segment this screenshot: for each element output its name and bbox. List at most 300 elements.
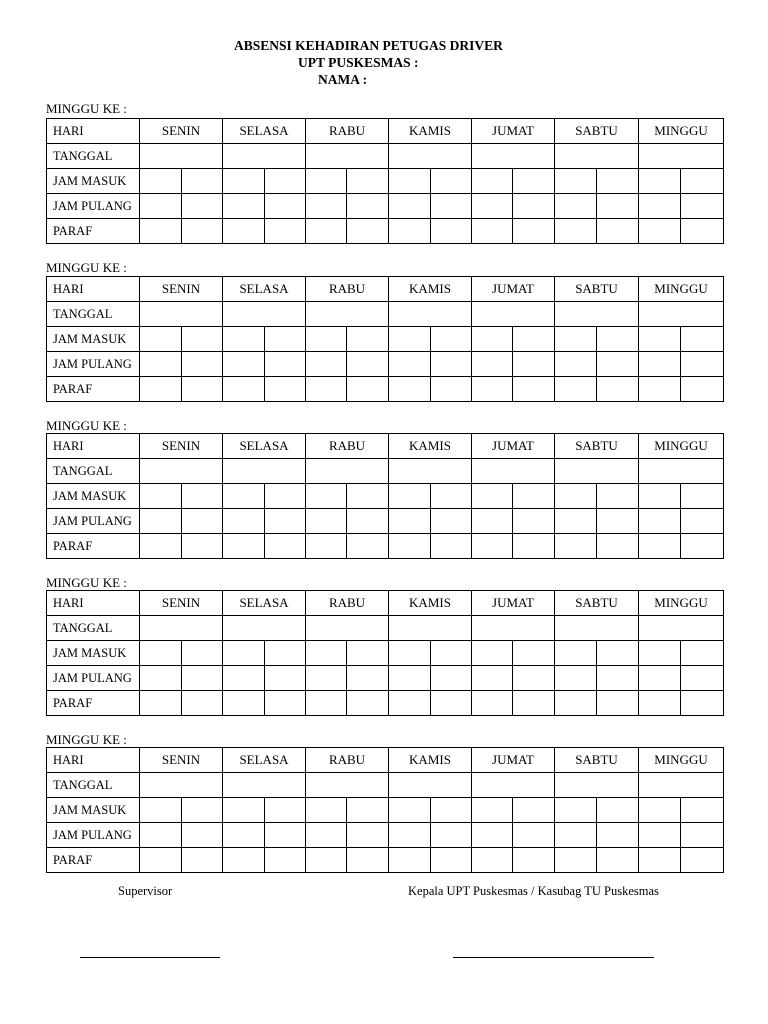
entry-cell[interactable] bbox=[389, 798, 431, 823]
entry-cell[interactable] bbox=[472, 169, 513, 194]
entry-cell[interactable] bbox=[265, 691, 306, 716]
entry-cell[interactable] bbox=[555, 352, 597, 377]
column-header-minggu: MINGGU bbox=[639, 748, 724, 773]
entry-cell[interactable] bbox=[223, 219, 265, 244]
date-cell[interactable] bbox=[306, 144, 389, 169]
entry-cell[interactable] bbox=[639, 327, 681, 352]
date-cell[interactable] bbox=[389, 144, 472, 169]
entry-cell[interactable] bbox=[681, 798, 724, 823]
row-label: TANGGAL bbox=[47, 616, 140, 641]
column-header-rabu: RABU bbox=[306, 434, 389, 459]
entry-cell[interactable] bbox=[513, 666, 555, 691]
entry-cell[interactable] bbox=[513, 798, 555, 823]
entry-cell[interactable] bbox=[513, 327, 555, 352]
row-label: PARAF bbox=[47, 848, 140, 873]
entry-cell[interactable] bbox=[182, 666, 223, 691]
entry-cell[interactable] bbox=[555, 691, 597, 716]
supervisor-label: Supervisor bbox=[118, 884, 173, 898]
entry-cell[interactable] bbox=[389, 534, 431, 559]
entry-cell[interactable] bbox=[431, 484, 472, 509]
entry-cell[interactable] bbox=[389, 848, 431, 873]
column-header-selasa: SELASA bbox=[223, 591, 306, 616]
date-cell[interactable] bbox=[140, 459, 223, 484]
entry-cell[interactable] bbox=[306, 848, 347, 873]
entry-cell[interactable] bbox=[223, 798, 265, 823]
entry-cell[interactable] bbox=[639, 691, 681, 716]
entry-cell[interactable] bbox=[389, 509, 431, 534]
entry-cell[interactable] bbox=[182, 327, 223, 352]
entry-cell[interactable] bbox=[182, 641, 223, 666]
entry-cell[interactable] bbox=[140, 641, 182, 666]
entry-cell[interactable] bbox=[555, 169, 597, 194]
entry-cell[interactable] bbox=[639, 534, 681, 559]
date-cell[interactable] bbox=[555, 616, 639, 641]
entry-cell[interactable] bbox=[389, 327, 431, 352]
column-header-kamis: KAMIS bbox=[389, 277, 472, 302]
entry-cell[interactable] bbox=[306, 534, 347, 559]
date-cell[interactable] bbox=[389, 302, 472, 327]
entry-cell[interactable] bbox=[431, 534, 472, 559]
entry-cell[interactable] bbox=[681, 377, 724, 402]
entry-cell[interactable] bbox=[306, 484, 347, 509]
entry-cell[interactable] bbox=[306, 666, 347, 691]
entry-cell[interactable] bbox=[306, 798, 347, 823]
column-header-selasa: SELASA bbox=[223, 119, 306, 144]
entry-cell[interactable] bbox=[347, 823, 389, 848]
date-cell[interactable] bbox=[140, 773, 223, 798]
column-header-selasa: SELASA bbox=[223, 277, 306, 302]
entry-cell[interactable] bbox=[223, 691, 265, 716]
entry-cell[interactable] bbox=[639, 641, 681, 666]
entry-cell[interactable] bbox=[223, 666, 265, 691]
row-label: JAM MASUK bbox=[47, 484, 140, 509]
entry-cell[interactable] bbox=[555, 641, 597, 666]
entry-cell[interactable] bbox=[472, 848, 513, 873]
entry-cell[interactable] bbox=[223, 509, 265, 534]
entry-cell[interactable] bbox=[347, 169, 389, 194]
column-header-sabtu: SABTU bbox=[555, 434, 639, 459]
date-cell[interactable] bbox=[639, 302, 724, 327]
date-cell[interactable] bbox=[472, 616, 555, 641]
entry-cell[interactable] bbox=[555, 327, 597, 352]
entry-cell[interactable] bbox=[306, 691, 347, 716]
entry-cell[interactable] bbox=[472, 666, 513, 691]
entry-cell[interactable] bbox=[472, 327, 513, 352]
entry-cell[interactable] bbox=[431, 798, 472, 823]
entry-cell[interactable] bbox=[306, 377, 347, 402]
entry-cell[interactable] bbox=[639, 848, 681, 873]
entry-cell[interactable] bbox=[513, 219, 555, 244]
entry-cell[interactable] bbox=[431, 848, 472, 873]
entry-cell[interactable] bbox=[265, 169, 306, 194]
entry-cell[interactable] bbox=[431, 327, 472, 352]
entry-cell[interactable] bbox=[265, 509, 306, 534]
entry-cell[interactable] bbox=[681, 691, 724, 716]
attendance-table-week-2 bbox=[46, 276, 724, 402]
date-cell[interactable] bbox=[472, 773, 555, 798]
date-cell[interactable] bbox=[472, 302, 555, 327]
week-label: MINGGU KE : bbox=[46, 732, 127, 747]
row-label: JAM MASUK bbox=[47, 641, 140, 666]
entry-cell[interactable] bbox=[513, 848, 555, 873]
entry-cell[interactable] bbox=[472, 484, 513, 509]
date-cell[interactable] bbox=[472, 144, 555, 169]
column-header-kamis: KAMIS bbox=[389, 434, 472, 459]
entry-cell[interactable] bbox=[513, 352, 555, 377]
entry-cell[interactable] bbox=[472, 509, 513, 534]
entry-cell[interactable] bbox=[140, 327, 182, 352]
entry-cell[interactable] bbox=[639, 484, 681, 509]
entry-cell[interactable] bbox=[389, 219, 431, 244]
entry-cell[interactable] bbox=[555, 484, 597, 509]
column-header-senin: SENIN bbox=[140, 119, 223, 144]
column-header-rabu: RABU bbox=[306, 277, 389, 302]
column-header-jumat: JUMAT bbox=[472, 277, 555, 302]
entry-cell[interactable] bbox=[347, 798, 389, 823]
entry-cell[interactable] bbox=[555, 194, 597, 219]
entry-cell[interactable] bbox=[306, 169, 347, 194]
entry-cell[interactable] bbox=[597, 534, 639, 559]
head-of-unit-label: Kepala UPT Puskesmas / Kasubag TU Puskesmas bbox=[408, 884, 659, 898]
entry-cell[interactable] bbox=[681, 848, 724, 873]
row-label: JAM MASUK bbox=[47, 798, 140, 823]
entry-cell[interactable] bbox=[140, 848, 182, 873]
entry-cell[interactable] bbox=[347, 534, 389, 559]
entry-cell[interactable] bbox=[639, 509, 681, 534]
entry-cell[interactable] bbox=[347, 691, 389, 716]
attendance-table-week-3 bbox=[46, 433, 724, 559]
date-cell[interactable] bbox=[140, 616, 223, 641]
week-label: MINGGU KE : bbox=[46, 575, 127, 590]
entry-cell[interactable] bbox=[472, 352, 513, 377]
column-header-minggu: MINGGU bbox=[639, 591, 724, 616]
entry-cell[interactable] bbox=[182, 169, 223, 194]
row-label: PARAF bbox=[47, 691, 140, 716]
entry-cell[interactable] bbox=[639, 823, 681, 848]
entry-cell[interactable] bbox=[597, 484, 639, 509]
row-label: PARAF bbox=[47, 219, 140, 244]
entry-cell[interactable] bbox=[265, 377, 306, 402]
date-cell[interactable] bbox=[223, 773, 306, 798]
date-cell[interactable] bbox=[389, 773, 472, 798]
entry-cell[interactable] bbox=[347, 484, 389, 509]
column-header-jumat: JUMAT bbox=[472, 591, 555, 616]
entry-cell[interactable] bbox=[182, 691, 223, 716]
date-cell[interactable] bbox=[223, 616, 306, 641]
entry-cell[interactable] bbox=[223, 352, 265, 377]
date-cell[interactable] bbox=[223, 459, 306, 484]
entry-cell[interactable] bbox=[389, 169, 431, 194]
entry-cell[interactable] bbox=[681, 169, 724, 194]
entry-cell[interactable] bbox=[597, 823, 639, 848]
entry-cell[interactable] bbox=[431, 377, 472, 402]
entry-cell[interactable] bbox=[597, 194, 639, 219]
entry-cell[interactable] bbox=[681, 641, 724, 666]
entry-cell[interactable] bbox=[347, 509, 389, 534]
entry-cell[interactable] bbox=[639, 169, 681, 194]
entry-cell[interactable] bbox=[513, 509, 555, 534]
row-label: TANGGAL bbox=[47, 302, 140, 327]
column-header-senin: SENIN bbox=[140, 434, 223, 459]
entry-cell[interactable] bbox=[389, 194, 431, 219]
entry-cell[interactable] bbox=[681, 352, 724, 377]
entry-cell[interactable] bbox=[431, 641, 472, 666]
entry-cell[interactable] bbox=[431, 352, 472, 377]
entry-cell[interactable] bbox=[513, 641, 555, 666]
entry-cell[interactable] bbox=[513, 194, 555, 219]
date-cell[interactable] bbox=[140, 302, 223, 327]
unit-label: UPT PUSKESMAS : bbox=[298, 55, 419, 70]
entry-cell[interactable] bbox=[555, 666, 597, 691]
entry-cell[interactable] bbox=[681, 534, 724, 559]
entry-cell[interactable] bbox=[265, 641, 306, 666]
entry-cell[interactable] bbox=[223, 484, 265, 509]
entry-cell[interactable] bbox=[182, 509, 223, 534]
entry-cell[interactable] bbox=[555, 534, 597, 559]
column-header-day: HARI bbox=[47, 748, 140, 773]
date-cell[interactable] bbox=[639, 616, 724, 641]
column-header-rabu: RABU bbox=[306, 748, 389, 773]
column-header-minggu: MINGGU bbox=[639, 277, 724, 302]
entry-cell[interactable] bbox=[306, 219, 347, 244]
entry-cell[interactable] bbox=[431, 219, 472, 244]
entry-cell[interactable] bbox=[681, 484, 724, 509]
column-header-jumat: JUMAT bbox=[472, 748, 555, 773]
entry-cell[interactable] bbox=[140, 823, 182, 848]
entry-cell[interactable] bbox=[555, 798, 597, 823]
entry-cell[interactable] bbox=[182, 534, 223, 559]
entry-cell[interactable] bbox=[223, 823, 265, 848]
entry-cell[interactable] bbox=[597, 327, 639, 352]
date-cell[interactable] bbox=[555, 144, 639, 169]
entry-cell[interactable] bbox=[681, 327, 724, 352]
entry-cell[interactable] bbox=[431, 691, 472, 716]
entry-cell[interactable] bbox=[182, 798, 223, 823]
entry-cell[interactable] bbox=[265, 484, 306, 509]
date-cell[interactable] bbox=[639, 459, 724, 484]
entry-cell[interactable] bbox=[597, 219, 639, 244]
date-cell[interactable] bbox=[639, 144, 724, 169]
date-cell[interactable] bbox=[306, 773, 389, 798]
entry-cell[interactable] bbox=[681, 666, 724, 691]
column-header-jumat: JUMAT bbox=[472, 119, 555, 144]
entry-cell[interactable] bbox=[639, 798, 681, 823]
entry-cell[interactable] bbox=[597, 691, 639, 716]
entry-cell[interactable] bbox=[555, 848, 597, 873]
entry-cell[interactable] bbox=[472, 691, 513, 716]
date-cell[interactable] bbox=[639, 773, 724, 798]
entry-cell[interactable] bbox=[265, 219, 306, 244]
entry-cell[interactable] bbox=[347, 194, 389, 219]
entry-cell[interactable] bbox=[389, 377, 431, 402]
entry-cell[interactable] bbox=[555, 377, 597, 402]
entry-cell[interactable] bbox=[265, 194, 306, 219]
entry-cell[interactable] bbox=[389, 823, 431, 848]
date-cell[interactable] bbox=[140, 144, 223, 169]
date-cell[interactable] bbox=[223, 302, 306, 327]
entry-cell[interactable] bbox=[140, 666, 182, 691]
attendance-table-week-5 bbox=[46, 747, 724, 873]
entry-cell[interactable] bbox=[223, 534, 265, 559]
entry-cell[interactable] bbox=[223, 377, 265, 402]
entry-cell[interactable] bbox=[223, 641, 265, 666]
entry-cell[interactable] bbox=[681, 194, 724, 219]
entry-cell[interactable] bbox=[347, 666, 389, 691]
entry-cell[interactable] bbox=[265, 823, 306, 848]
entry-cell[interactable] bbox=[597, 377, 639, 402]
entry-cell[interactable] bbox=[306, 352, 347, 377]
entry-cell[interactable] bbox=[347, 219, 389, 244]
entry-cell[interactable] bbox=[306, 509, 347, 534]
entry-cell[interactable] bbox=[223, 194, 265, 219]
entry-cell[interactable] bbox=[140, 798, 182, 823]
entry-cell[interactable] bbox=[140, 169, 182, 194]
entry-cell[interactable] bbox=[681, 509, 724, 534]
entry-cell[interactable] bbox=[597, 848, 639, 873]
entry-cell[interactable] bbox=[681, 823, 724, 848]
entry-cell[interactable] bbox=[347, 327, 389, 352]
entry-cell[interactable] bbox=[389, 666, 431, 691]
date-cell[interactable] bbox=[223, 144, 306, 169]
entry-cell[interactable] bbox=[182, 484, 223, 509]
entry-cell[interactable] bbox=[389, 352, 431, 377]
entry-cell[interactable] bbox=[472, 641, 513, 666]
row-label: JAM MASUK bbox=[47, 169, 140, 194]
entry-cell[interactable] bbox=[182, 194, 223, 219]
entry-cell[interactable] bbox=[182, 219, 223, 244]
column-header-senin: SENIN bbox=[140, 748, 223, 773]
entry-cell[interactable] bbox=[265, 352, 306, 377]
entry-cell[interactable] bbox=[140, 194, 182, 219]
date-cell[interactable] bbox=[555, 302, 639, 327]
entry-cell[interactable] bbox=[265, 666, 306, 691]
entry-cell[interactable] bbox=[389, 691, 431, 716]
row-label: JAM PULANG bbox=[47, 823, 140, 848]
entry-cell[interactable] bbox=[472, 798, 513, 823]
entry-cell[interactable] bbox=[140, 484, 182, 509]
entry-cell[interactable] bbox=[140, 377, 182, 402]
entry-cell[interactable] bbox=[389, 641, 431, 666]
column-header-selasa: SELASA bbox=[223, 434, 306, 459]
document-title: ABSENSI KEHADIRAN PETUGAS DRIVER bbox=[234, 38, 503, 53]
entry-cell[interactable] bbox=[431, 169, 472, 194]
entry-cell[interactable] bbox=[389, 484, 431, 509]
entry-cell[interactable] bbox=[513, 534, 555, 559]
entry-cell[interactable] bbox=[431, 194, 472, 219]
entry-cell[interactable] bbox=[223, 327, 265, 352]
entry-cell[interactable] bbox=[140, 691, 182, 716]
column-header-rabu: RABU bbox=[306, 591, 389, 616]
entry-cell[interactable] bbox=[306, 641, 347, 666]
column-header-minggu: MINGGU bbox=[639, 119, 724, 144]
entry-cell[interactable] bbox=[182, 848, 223, 873]
entry-cell[interactable] bbox=[306, 823, 347, 848]
entry-cell[interactable] bbox=[639, 352, 681, 377]
entry-cell[interactable] bbox=[639, 219, 681, 244]
date-cell[interactable] bbox=[389, 616, 472, 641]
column-header-minggu: MINGGU bbox=[639, 434, 724, 459]
entry-cell[interactable] bbox=[597, 352, 639, 377]
entry-cell[interactable] bbox=[182, 377, 223, 402]
row-label: JAM PULANG bbox=[47, 352, 140, 377]
entry-cell[interactable] bbox=[431, 666, 472, 691]
entry-cell[interactable] bbox=[597, 641, 639, 666]
entry-cell[interactable] bbox=[140, 219, 182, 244]
entry-cell[interactable] bbox=[513, 484, 555, 509]
entry-cell[interactable] bbox=[513, 169, 555, 194]
row-label: TANGGAL bbox=[47, 459, 140, 484]
column-header-kamis: KAMIS bbox=[389, 119, 472, 144]
entry-cell[interactable] bbox=[639, 377, 681, 402]
entry-cell[interactable] bbox=[265, 848, 306, 873]
entry-cell[interactable] bbox=[472, 534, 513, 559]
entry-cell[interactable] bbox=[472, 377, 513, 402]
entry-cell[interactable] bbox=[431, 823, 472, 848]
row-label: PARAF bbox=[47, 377, 140, 402]
entry-cell[interactable] bbox=[639, 194, 681, 219]
entry-cell[interactable] bbox=[555, 823, 597, 848]
entry-cell[interactable] bbox=[555, 509, 597, 534]
entry-cell[interactable] bbox=[472, 219, 513, 244]
entry-cell[interactable] bbox=[681, 219, 724, 244]
column-header-day: HARI bbox=[47, 277, 140, 302]
date-cell[interactable] bbox=[389, 459, 472, 484]
entry-cell[interactable] bbox=[513, 691, 555, 716]
entry-cell[interactable] bbox=[472, 194, 513, 219]
entry-cell[interactable] bbox=[265, 534, 306, 559]
entry-cell[interactable] bbox=[597, 666, 639, 691]
entry-cell[interactable] bbox=[140, 509, 182, 534]
entry-cell[interactable] bbox=[597, 169, 639, 194]
entry-cell[interactable] bbox=[182, 823, 223, 848]
date-cell[interactable] bbox=[472, 459, 555, 484]
entry-cell[interactable] bbox=[597, 509, 639, 534]
entry-cell[interactable] bbox=[472, 823, 513, 848]
entry-cell[interactable] bbox=[347, 377, 389, 402]
entry-cell[interactable] bbox=[223, 169, 265, 194]
row-label: TANGGAL bbox=[47, 773, 140, 798]
entry-cell[interactable] bbox=[513, 823, 555, 848]
entry-cell[interactable] bbox=[597, 798, 639, 823]
name-label: NAMA : bbox=[318, 72, 368, 87]
date-cell[interactable] bbox=[306, 302, 389, 327]
entry-cell[interactable] bbox=[265, 798, 306, 823]
date-cell[interactable] bbox=[306, 459, 389, 484]
entry-cell[interactable] bbox=[306, 327, 347, 352]
entry-cell[interactable] bbox=[639, 666, 681, 691]
entry-cell[interactable] bbox=[513, 377, 555, 402]
column-header-selasa: SELASA bbox=[223, 748, 306, 773]
entry-cell[interactable] bbox=[555, 219, 597, 244]
entry-cell[interactable] bbox=[347, 352, 389, 377]
entry-cell[interactable] bbox=[223, 848, 265, 873]
entry-cell[interactable] bbox=[182, 352, 223, 377]
row-label: JAM MASUK bbox=[47, 327, 140, 352]
entry-cell[interactable] bbox=[140, 352, 182, 377]
date-cell[interactable] bbox=[555, 773, 639, 798]
entry-cell[interactable] bbox=[347, 641, 389, 666]
date-cell[interactable] bbox=[306, 616, 389, 641]
column-header-jumat: JUMAT bbox=[472, 434, 555, 459]
column-header-sabtu: SABTU bbox=[555, 748, 639, 773]
date-cell[interactable] bbox=[555, 459, 639, 484]
entry-cell[interactable] bbox=[347, 848, 389, 873]
entry-cell[interactable] bbox=[265, 327, 306, 352]
column-header-sabtu: SABTU bbox=[555, 591, 639, 616]
entry-cell[interactable] bbox=[306, 194, 347, 219]
entry-cell[interactable] bbox=[431, 509, 472, 534]
entry-cell[interactable] bbox=[140, 534, 182, 559]
